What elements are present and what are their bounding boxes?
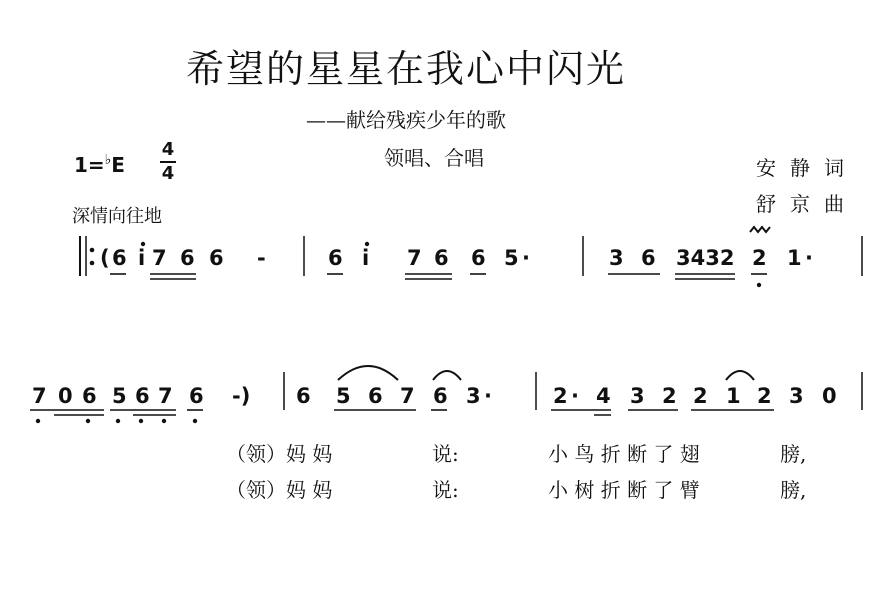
note: 5: [504, 246, 519, 270]
note: 1: [726, 384, 741, 408]
note: -: [257, 246, 266, 270]
tempo-marking: 深情向往地: [72, 206, 162, 227]
note: 6: [189, 384, 204, 408]
octave-dot: [193, 419, 197, 423]
dot: ·: [571, 384, 579, 408]
note: 3: [789, 384, 804, 408]
octave-dot: [116, 419, 120, 423]
mordent-mark: [750, 227, 770, 232]
lyric-end-1: 膀,: [780, 442, 807, 466]
note: 5: [336, 384, 351, 408]
note: 3: [609, 246, 624, 270]
composer-credit: 舒京曲: [756, 192, 858, 216]
octave-dot: [86, 419, 90, 423]
note: 1: [787, 246, 802, 270]
note: 4: [596, 384, 611, 408]
lyric-line-1: 小 鸟 折 断 了 翅: [548, 442, 700, 466]
slur: [726, 371, 754, 380]
flat-sign: ♭: [104, 152, 112, 168]
note: 0: [822, 384, 837, 408]
slur: [338, 366, 398, 380]
repeat-dot: [90, 248, 95, 253]
lyric-end-2: 膀,: [780, 478, 807, 502]
octave-dot: [139, 419, 143, 423]
repeat-dot: [90, 261, 95, 266]
note: i: [362, 246, 370, 270]
note: 6: [328, 246, 343, 270]
lyric-said-1: 说:: [432, 442, 459, 466]
note: 6: [296, 384, 311, 408]
key-note: E: [111, 153, 125, 177]
time-top: 4: [161, 139, 175, 160]
note: 2: [693, 384, 708, 408]
note: 7: [400, 384, 415, 408]
slur: [433, 371, 461, 380]
note: i: [138, 246, 146, 270]
song-title: 希望的星星在我心中闪光: [186, 47, 627, 91]
lyric-line-2: 小 树 折 断 了 臂: [548, 478, 700, 502]
octave-dot: [365, 242, 369, 246]
note: 6: [471, 246, 486, 270]
note: 7: [152, 246, 167, 270]
note: 7: [158, 384, 173, 408]
note: 2: [553, 384, 568, 408]
note: 6: [368, 384, 383, 408]
voicing-label: 领唱、合唱: [384, 146, 484, 170]
octave-dot: [162, 419, 166, 423]
note: 6: [433, 384, 448, 408]
note: 3: [466, 384, 481, 408]
dot: ·: [805, 246, 813, 270]
dot: ·: [484, 384, 492, 408]
note: 3: [630, 384, 645, 408]
note: 7: [407, 246, 422, 270]
key-prefix: 1=: [74, 153, 105, 177]
note: 6: [82, 384, 97, 408]
note: 6: [641, 246, 656, 270]
octave-dot: [36, 419, 40, 423]
note: 2: [662, 384, 677, 408]
rest-close: -): [232, 384, 251, 408]
note: 6: [112, 246, 127, 270]
lyric-lead-2: （领）妈 妈: [226, 478, 333, 502]
octave-dot: [141, 242, 145, 246]
note: 7: [32, 384, 47, 408]
note: 6: [180, 246, 195, 270]
octave-dot: [757, 283, 761, 287]
note: 5: [112, 384, 127, 408]
note: 6: [434, 246, 449, 270]
lyric-said-2: 说:: [432, 478, 459, 502]
time-bottom: 4: [161, 163, 175, 184]
dot: ·: [522, 246, 530, 270]
note: 2: [757, 384, 772, 408]
song-subtitle: ——献给残疾少年的歌: [306, 108, 506, 132]
lyricist-credit: 安静词: [756, 156, 858, 180]
note-group: 3432: [676, 246, 735, 270]
note: 6: [135, 384, 150, 408]
lyric-lead-1: （领）妈 妈: [226, 442, 333, 466]
open-paren: (: [100, 246, 110, 270]
note: 2: [752, 246, 767, 270]
note: 6: [209, 246, 224, 270]
note: 0: [58, 384, 73, 408]
